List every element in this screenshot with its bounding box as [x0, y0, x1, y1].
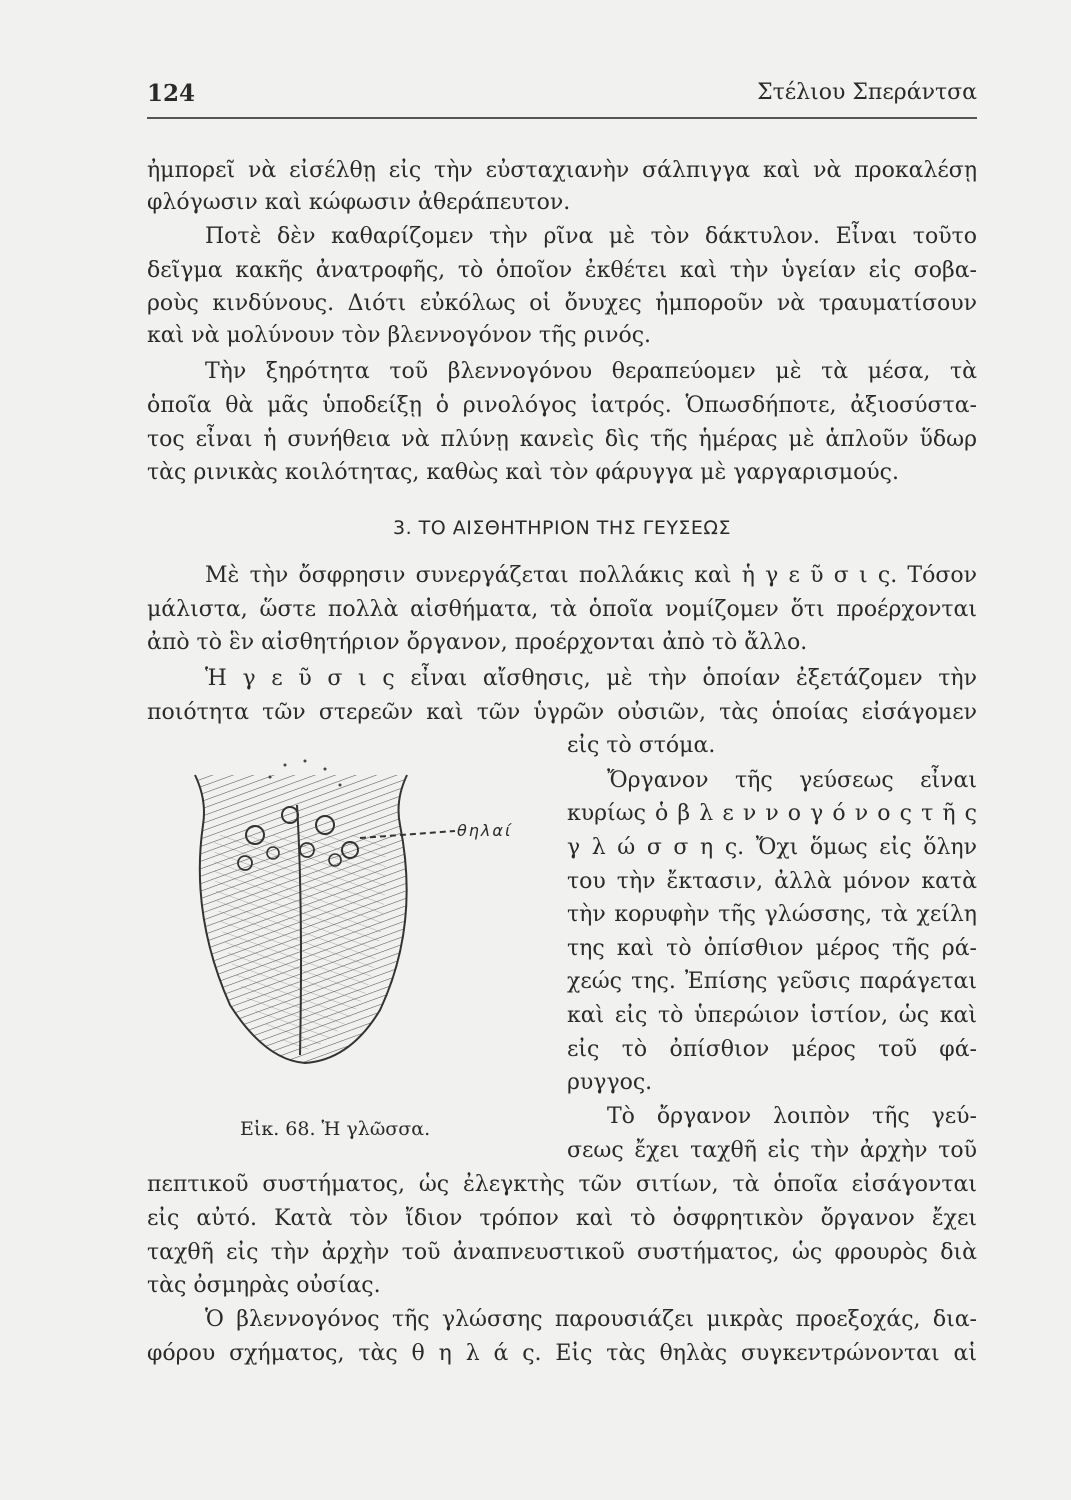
text-line: ἀπὸ τὸ ἓν αἰσθητήριον ὄργανον, προέρχονται ἀπὸ τὸ ἄλλο.: [147, 630, 808, 655]
figure-label: θηλαί: [457, 821, 513, 840]
text-line: Τὸ ὄργανον λοιπὸν τῆς γεύ-: [607, 1104, 977, 1129]
text-line: κυρίως ὁ β λ ε ν ν ο γ ό ν ο ς τ ῆ ς: [567, 801, 977, 826]
text-line: του τὴν ἔκτασιν, ἀλλὰ μόνον κατὰ: [567, 869, 977, 894]
header-rule: [147, 117, 977, 119]
running-title: Στέλιου Σπεράντσα: [757, 80, 977, 105]
text-line: εἰς αὐτό. Κατὰ τὸν ἴδιον τρόπον καὶ τὸ ὀσφρητικὸν ὄργανον ἔχει: [147, 1206, 977, 1231]
text-line: μάλιστα, ὥστε πολλὰ αἰσθήματα, τὰ ὁποῖα νομίζομεν ὅτι προέρχονται: [147, 597, 977, 622]
text-line: ὁποῖα θὰ μᾶς ὑποδείξῃ ὁ ρινολόγος ἰατρός. Ὁπωσδήποτε, ἀξιοσύστα-: [147, 393, 977, 418]
text-line: ρυγγος.: [567, 1070, 653, 1095]
text-line: εἰς τὸ ὀπίσθιον μέρος τοῦ φά-: [567, 1037, 977, 1062]
text-line: Ὁ βλεννογόνος τῆς γλώσσης παρουσιάζει μικρὰς προεξοχάς, δια-: [205, 1307, 977, 1332]
text-line: τὰς ρινικὰς κοιλότητας, καθὼς καὶ τὸν φάρυγγα μὲ γαργαρισμούς.: [147, 460, 899, 485]
text-line: ποιότητα τῶν στερεῶν καὶ τῶν ὑγρῶν οὐσιῶν, τὰς ὁποίας εἰσάγομεν: [147, 700, 977, 725]
text-line: ροὺς κινδύνους. Διότι εὐκόλως οἱ ὄνυχες ἠμποροῦν νὰ τραυματίσουν: [147, 291, 977, 316]
text-line: δεῖγμα κακῆς ἀνατροφῆς, τὸ ὁποῖον ἐκθέτει καὶ τὴν ὑγείαν εἰς σοβα-: [147, 258, 977, 283]
tongue-figure: [185, 755, 545, 1085]
text-line: τὴν κορυφὴν τῆς γλώσσης, τὰ χείλη: [567, 902, 977, 927]
text-line: τὰς ὀσμηρὰς οὐσίας.: [147, 1273, 381, 1298]
text-line: Τὴν ξηρότητα τοῦ βλεννογόνου θεραπεύομεν μὲ τὰ μέσα, τὰ: [205, 359, 977, 384]
text-line: καὶ νὰ μολύνουν τὸν βλεννογόνον τῆς ρινός.: [147, 323, 652, 348]
figure-caption: Εἰκ. 68. Ἡ γλῶσσα.: [240, 1118, 431, 1140]
text-line: Ποτὲ δὲν καθαρίζομεν τὴν ρῖνα μὲ τὸν δάκτυλον. Εἶναι τοῦτο: [205, 224, 977, 249]
text-line: σεως ἔχει ταχθῆ εἰς τὴν ἀρχὴν τοῦ: [567, 1138, 977, 1163]
text-line: γ λ ώ σ σ η ς. Ὄχι ὅμως εἰς ὅλην: [567, 835, 977, 860]
text-line: πεπτικοῦ συστήματος, ὡς ἐλεγκτὴς τῶν σιτίων, τὰ ὁποῖα εἰσάγονται: [147, 1172, 977, 1197]
text-line: φλόγωσιν καὶ κώφωσιν ἀθεράπευτον.: [147, 190, 571, 215]
text-line: φόρου σχήματος, τὰς θ η λ ά ς. Εἰς τὰς θηλὰς συγκεντρώνονται αἱ: [147, 1341, 977, 1366]
page-number: 124: [147, 80, 196, 107]
page-header: [147, 80, 977, 116]
text-line: ἠμπορεῖ νὰ εἰσέλθῃ εἰς τὴν εὐσταχιανὴν σάλπιγγα καὶ νὰ προκαλέσῃ: [147, 158, 977, 183]
text-line: ταχθῆ εἰς τὴν ἀρχὴν τοῦ ἀναπνευστικοῦ συστήματος, ὡς φρουρὸς διὰ: [147, 1240, 977, 1265]
text-line: Ἡ γ ε ῦ σ ι ς εἶναι αἴσθησις, μὲ τὴν ὁποίαν ἐξετάζομεν τὴν: [205, 666, 977, 691]
text-line: Μὲ τὴν ὄσφρησιν συνεργάζεται πολλάκις καὶ ἡ γ ε ῦ σ ι ς. Τόσον: [205, 563, 977, 588]
section-heading: 3. ΤΟ ΑΙΣΘΗΤΗΡΙΟΝ ΤΗΣ ΓΕΥΣΕΩΣ: [393, 517, 731, 539]
text-line: χεώς της. Ἐπίσης γεῦσις παράγεται: [567, 969, 977, 994]
text-line: εἰς τὸ στόμα.: [567, 733, 716, 758]
text-line: της καὶ τὸ ὀπίσθιον μέρος τῆς ρά-: [567, 936, 977, 961]
text-line: τος εἶναι ἡ συνήθεια νὰ πλύνῃ κανεὶς δὶς τῆς ἡμέρας μὲ ἁπλοῦν ὕδωρ: [147, 427, 977, 452]
text-line: Ὄργανον τῆς γεύσεως εἶναι: [607, 768, 977, 793]
text-line: καὶ εἰς τὸ ὑπερώιον ἱστίον, ὡς καὶ: [567, 1003, 977, 1028]
tongue-illustration: [185, 755, 545, 1085]
